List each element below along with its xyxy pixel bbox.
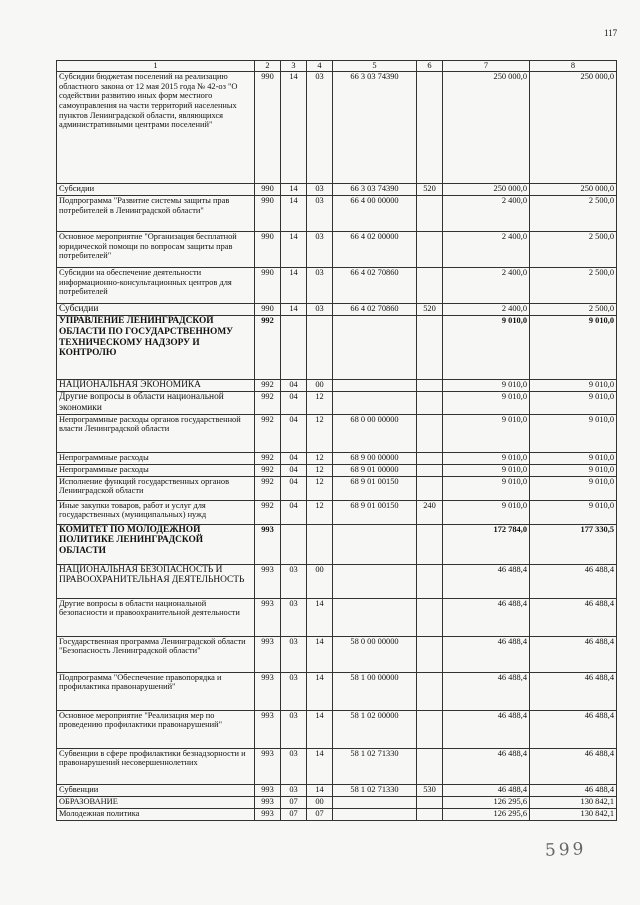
row-amount-year1: 2 400,0: [443, 268, 530, 304]
row-target-code: [333, 796, 417, 808]
table-row: [57, 232, 617, 268]
table-row: [57, 452, 617, 464]
row-amount-year1: 9 010,0: [443, 500, 530, 524]
row-expense-type: 530: [417, 784, 443, 796]
row-admin-code: 990: [255, 232, 281, 268]
row-amount-year1: 46 488,4: [443, 564, 530, 598]
row-target-code: 66 4 02 70860: [333, 268, 417, 304]
row-admin-code: 993: [255, 808, 281, 820]
table-row: [57, 392, 617, 415]
table-row: [57, 500, 617, 524]
row-amount-year2: 9 010,0: [530, 476, 617, 500]
row-target-code: [333, 598, 417, 636]
row-name: Подпрограмма "Обеспечение правопорядка и профилактика правонарушений": [57, 672, 255, 710]
row-section: 04: [281, 452, 307, 464]
row-expense-type: [417, 72, 443, 184]
row-admin-code: 992: [255, 500, 281, 524]
row-subsection: [307, 524, 333, 564]
row-section: 03: [281, 564, 307, 598]
header-cell: 8: [530, 61, 617, 72]
row-target-code: 68 9 01 00150: [333, 500, 417, 524]
row-admin-code: 993: [255, 748, 281, 784]
table-row: [57, 316, 617, 380]
row-amount-year2: 46 488,4: [530, 564, 617, 598]
row-section: 03: [281, 710, 307, 748]
row-admin-code: 992: [255, 414, 281, 452]
row-amount-year2: 250 000,0: [530, 184, 617, 196]
row-name: ОБРАЗОВАНИЕ: [57, 796, 255, 808]
row-subsection: 03: [307, 268, 333, 304]
row-amount-year1: 126 295,6: [443, 808, 530, 820]
row-subsection: 12: [307, 476, 333, 500]
row-section: [281, 524, 307, 564]
row-name: Основное мероприятие "Реализация мер по проведению профилактики правонарушений": [57, 710, 255, 748]
row-admin-code: 990: [255, 184, 281, 196]
table-row: [57, 268, 617, 304]
row-target-code: [333, 392, 417, 415]
row-amount-year2: 46 488,4: [530, 636, 617, 672]
row-amount-year1: 2 400,0: [443, 196, 530, 232]
row-name: Непрограммные расходы: [57, 464, 255, 476]
row-name: Иные закупки товаров, работ и услуг для государственных (муниципальных) нужд: [57, 500, 255, 524]
row-subsection: 03: [307, 184, 333, 196]
row-target-code: [333, 808, 417, 820]
row-amount-year2: 9 010,0: [530, 392, 617, 415]
row-name: Субсидии: [57, 184, 255, 196]
row-amount-year2: 46 488,4: [530, 672, 617, 710]
row-amount-year1: 46 488,4: [443, 598, 530, 636]
row-subsection: 14: [307, 598, 333, 636]
row-name: Непрограммные расходы органов государственной власти Ленинградской области: [57, 414, 255, 452]
row-subsection: 12: [307, 464, 333, 476]
row-amount-year1: 46 488,4: [443, 710, 530, 748]
row-section: 14: [281, 232, 307, 268]
row-amount-year2: 46 488,4: [530, 598, 617, 636]
table-row: [57, 636, 617, 672]
row-admin-code: 993: [255, 598, 281, 636]
row-name: Субсидии на обеспечение деятельности информационно-консультационных центров для потребителей: [57, 268, 255, 304]
page-stamp: 599: [544, 839, 587, 861]
row-admin-code: 993: [255, 784, 281, 796]
row-name: УПРАВЛЕНИЕ ЛЕНИНГРАДСКОЙ ОБЛАСТИ ПО ГОСУДАРСТВЕННОМУ ТЕХНИЧЕСКОМУ НАДЗОРУ И КОНТРОЛЮ: [57, 316, 255, 380]
row-expense-type: [417, 598, 443, 636]
table-row: [57, 72, 617, 184]
row-amount-year2: 46 488,4: [530, 748, 617, 784]
row-section: 03: [281, 598, 307, 636]
row-section: [281, 316, 307, 380]
row-amount-year2: 9 010,0: [530, 380, 617, 392]
row-admin-code: 990: [255, 268, 281, 304]
row-amount-year1: 9 010,0: [443, 392, 530, 415]
row-admin-code: 990: [255, 304, 281, 316]
header-cell: 6: [417, 61, 443, 72]
row-admin-code: 992: [255, 464, 281, 476]
row-admin-code: 993: [255, 564, 281, 598]
row-amount-year1: 9 010,0: [443, 414, 530, 452]
table-row: [57, 464, 617, 476]
row-amount-year1: 9 010,0: [443, 452, 530, 464]
row-amount-year2: 9 010,0: [530, 452, 617, 464]
row-name: Субвенции: [57, 784, 255, 796]
row-expense-type: [417, 476, 443, 500]
table-row: [57, 414, 617, 452]
row-admin-code: 992: [255, 316, 281, 380]
row-target-code: 66 3 03 74390: [333, 184, 417, 196]
page-number: 117: [604, 28, 618, 38]
row-amount-year2: 46 488,4: [530, 784, 617, 796]
row-amount-year2: 46 488,4: [530, 710, 617, 748]
row-target-code: 58 1 02 00000: [333, 710, 417, 748]
row-amount-year1: 250 000,0: [443, 184, 530, 196]
row-name: КОМИТЕТ ПО МОЛОДЕЖНОЙ ПОЛИТИКЕ ЛЕНИНГРАДСКОЙ ОБЛАСТИ: [57, 524, 255, 564]
row-expense-type: [417, 796, 443, 808]
table-row: [57, 196, 617, 232]
row-expense-type: [417, 808, 443, 820]
row-section: 14: [281, 304, 307, 316]
header-cell: 5: [333, 61, 417, 72]
row-expense-type: [417, 196, 443, 232]
row-section: 03: [281, 636, 307, 672]
row-subsection: 12: [307, 452, 333, 464]
table-row: [57, 672, 617, 710]
row-amount-year1: 9 010,0: [443, 476, 530, 500]
row-section: 07: [281, 796, 307, 808]
row-amount-year2: 2 500,0: [530, 304, 617, 316]
row-expense-type: [417, 464, 443, 476]
row-amount-year1: 46 488,4: [443, 784, 530, 796]
header-cell: 1: [57, 61, 255, 72]
row-amount-year2: 130 842,1: [530, 808, 617, 820]
row-amount-year2: 9 010,0: [530, 464, 617, 476]
row-admin-code: 990: [255, 72, 281, 184]
row-expense-type: [417, 636, 443, 672]
row-amount-year1: 126 295,6: [443, 796, 530, 808]
row-section: 04: [281, 414, 307, 452]
row-target-code: 68 9 00 00000: [333, 452, 417, 464]
row-subsection: 00: [307, 796, 333, 808]
row-expense-type: [417, 392, 443, 415]
table-row: [57, 304, 617, 316]
row-name: Подпрограмма "Развитие системы защиты прав потребителей в Ленинградской области": [57, 196, 255, 232]
header-cell: 3: [281, 61, 307, 72]
row-subsection: 03: [307, 72, 333, 184]
row-name: НАЦИОНАЛЬНАЯ ЭКОНОМИКА: [57, 380, 255, 392]
row-name: Основное мероприятие "Организация бесплатной юридической помощи по вопросам защиты прав потребителей": [57, 232, 255, 268]
row-section: 14: [281, 196, 307, 232]
row-amount-year1: 172 784,0: [443, 524, 530, 564]
row-name: Субвенции в сфере профилактики безнадзорности и правонарушений несовершеннолетних: [57, 748, 255, 784]
row-expense-type: 520: [417, 304, 443, 316]
table-row: [57, 564, 617, 598]
row-target-code: 66 3 03 74390: [333, 72, 417, 184]
row-section: 04: [281, 464, 307, 476]
row-amount-year2: 250 000,0: [530, 72, 617, 184]
row-target-code: [333, 524, 417, 564]
row-section: 03: [281, 672, 307, 710]
row-subsection: 12: [307, 500, 333, 524]
row-section: 14: [281, 184, 307, 196]
row-target-code: [333, 380, 417, 392]
row-target-code: 58 1 00 00000: [333, 672, 417, 710]
row-expense-type: [417, 316, 443, 380]
row-subsection: 14: [307, 784, 333, 796]
row-amount-year1: 9 010,0: [443, 380, 530, 392]
row-target-code: 68 9 01 00000: [333, 464, 417, 476]
row-amount-year1: 9 010,0: [443, 464, 530, 476]
table-row: [57, 524, 617, 564]
row-amount-year1: 2 400,0: [443, 232, 530, 268]
row-subsection: 14: [307, 636, 333, 672]
table-row: [57, 184, 617, 196]
row-amount-year2: 9 010,0: [530, 316, 617, 380]
row-subsection: 14: [307, 710, 333, 748]
row-subsection: 00: [307, 564, 333, 598]
table-row: [57, 796, 617, 808]
row-amount-year1: 2 400,0: [443, 304, 530, 316]
row-admin-code: 993: [255, 636, 281, 672]
row-section: 04: [281, 476, 307, 500]
row-amount-year2: 2 500,0: [530, 232, 617, 268]
row-amount-year2: 177 330,5: [530, 524, 617, 564]
row-amount-year2: 9 010,0: [530, 414, 617, 452]
row-admin-code: 992: [255, 392, 281, 415]
header-cell: 4: [307, 61, 333, 72]
row-subsection: 03: [307, 232, 333, 268]
row-subsection: 03: [307, 304, 333, 316]
row-amount-year1: 9 010,0: [443, 316, 530, 380]
row-section: 04: [281, 380, 307, 392]
table-row: [57, 476, 617, 500]
row-target-code: 66 4 02 00000: [333, 232, 417, 268]
row-amount-year1: 46 488,4: [443, 748, 530, 784]
table-row: [57, 380, 617, 392]
row-subsection: [307, 316, 333, 380]
row-expense-type: [417, 268, 443, 304]
row-amount-year2: 2 500,0: [530, 196, 617, 232]
row-amount-year1: 46 488,4: [443, 672, 530, 710]
row-section: 03: [281, 748, 307, 784]
row-subsection: 07: [307, 808, 333, 820]
row-name: Субсидии: [57, 304, 255, 316]
row-target-code: 58 1 02 71330: [333, 784, 417, 796]
row-expense-type: [417, 452, 443, 464]
row-admin-code: 990: [255, 196, 281, 232]
table-row: [57, 808, 617, 820]
row-name: Непрограммные расходы: [57, 452, 255, 464]
row-admin-code: 992: [255, 476, 281, 500]
row-subsection: 12: [307, 392, 333, 415]
row-subsection: 14: [307, 672, 333, 710]
row-admin-code: 993: [255, 796, 281, 808]
row-section: 14: [281, 72, 307, 184]
row-amount-year2: 9 010,0: [530, 500, 617, 524]
row-target-code: 58 0 00 00000: [333, 636, 417, 672]
row-expense-type: [417, 232, 443, 268]
row-section: 03: [281, 784, 307, 796]
row-expense-type: 520: [417, 184, 443, 196]
row-name: НАЦИОНАЛЬНАЯ БЕЗОПАСНОСТЬ И ПРАВООХРАНИТЕЛЬНАЯ ДЕЯТЕЛЬНОСТЬ: [57, 564, 255, 598]
row-subsection: 00: [307, 380, 333, 392]
row-section: 04: [281, 392, 307, 415]
row-name: Государственная программа Ленинградской области "Безопасность Ленинградской области": [57, 636, 255, 672]
table-row: [57, 784, 617, 796]
row-target-code: [333, 564, 417, 598]
row-admin-code: 993: [255, 710, 281, 748]
row-target-code: 58 1 02 71330: [333, 748, 417, 784]
row-expense-type: [417, 672, 443, 710]
row-admin-code: 993: [255, 524, 281, 564]
row-expense-type: [417, 380, 443, 392]
row-amount-year1: 46 488,4: [443, 636, 530, 672]
row-target-code: 68 0 00 00000: [333, 414, 417, 452]
row-amount-year2: 130 842,1: [530, 796, 617, 808]
row-section: 07: [281, 808, 307, 820]
row-subsection: 12: [307, 414, 333, 452]
header-row: [57, 61, 617, 72]
row-amount-year2: 2 500,0: [530, 268, 617, 304]
row-admin-code: 992: [255, 452, 281, 464]
row-amount-year1: 250 000,0: [443, 72, 530, 184]
row-admin-code: 993: [255, 672, 281, 710]
row-expense-type: [417, 524, 443, 564]
row-target-code: [333, 316, 417, 380]
table-row: [57, 598, 617, 636]
row-target-code: 66 4 02 70860: [333, 304, 417, 316]
table-row: [57, 710, 617, 748]
row-expense-type: 240: [417, 500, 443, 524]
header-cell: 2: [255, 61, 281, 72]
row-expense-type: [417, 748, 443, 784]
row-section: 04: [281, 500, 307, 524]
row-subsection: 14: [307, 748, 333, 784]
row-admin-code: 992: [255, 380, 281, 392]
row-target-code: 66 4 00 00000: [333, 196, 417, 232]
row-name: Субсидии бюджетам поселений на реализацию областного закона от 12 мая 2015 года № 42-оз "О содействии развитию иных форм местного самоуправления на части территорий населенных пунктов Ленинградской области, являющихся административными центрами поселений": [57, 72, 255, 184]
row-name: Другие вопросы в области национальной безопасности и правоохранительной деятельности: [57, 598, 255, 636]
row-expense-type: [417, 710, 443, 748]
table-body: [57, 72, 617, 821]
row-section: 14: [281, 268, 307, 304]
row-subsection: 03: [307, 196, 333, 232]
header-cell: 7: [443, 61, 530, 72]
row-expense-type: [417, 564, 443, 598]
row-name: Другие вопросы в области национальной экономики: [57, 392, 255, 415]
row-expense-type: [417, 414, 443, 452]
row-target-code: 68 9 01 00150: [333, 476, 417, 500]
budget-table: [56, 60, 617, 821]
row-name: Молодежная политика: [57, 808, 255, 820]
row-name: Исполнение функций государственных органов Ленинградской области: [57, 476, 255, 500]
table-row: [57, 748, 617, 784]
